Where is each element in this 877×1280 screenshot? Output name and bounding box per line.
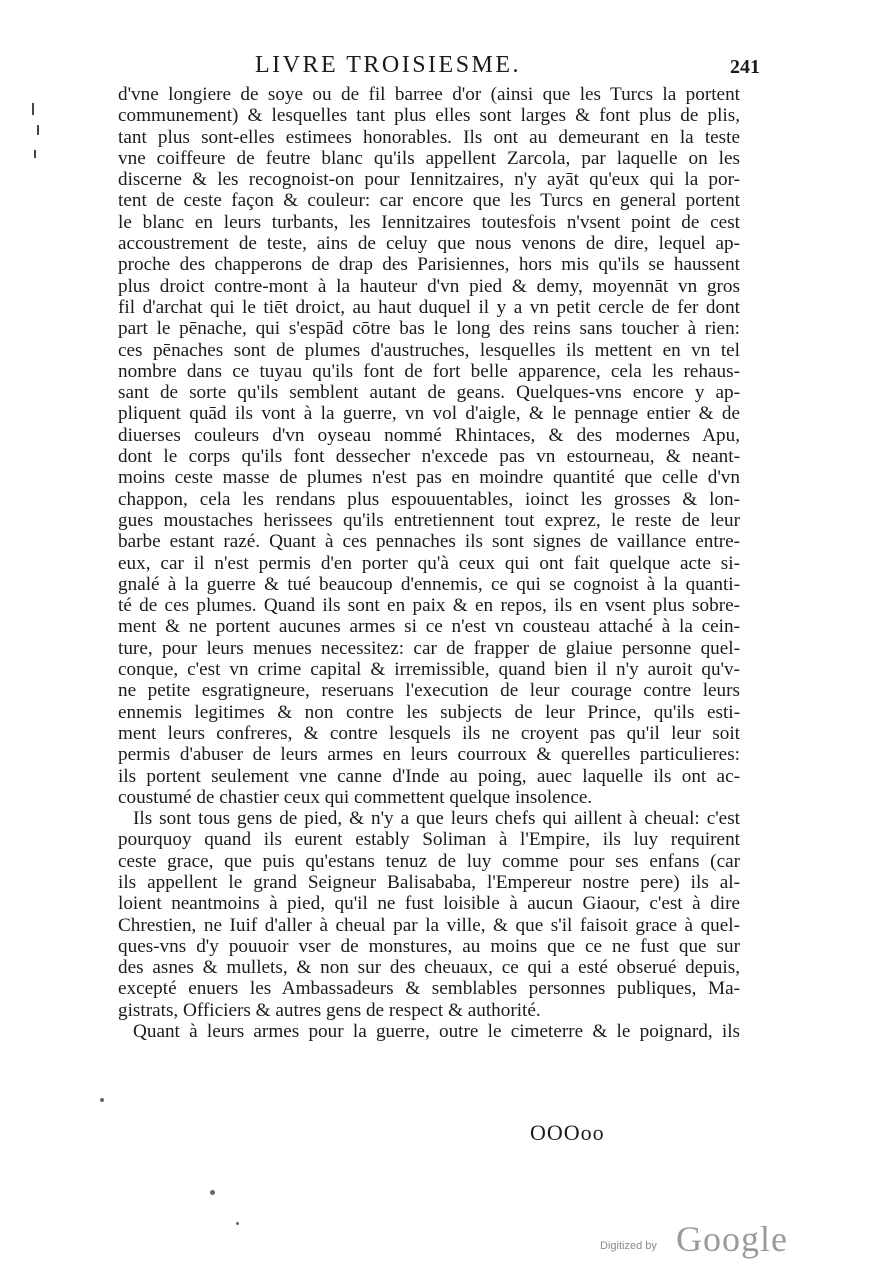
text-line: ment leurs confreres, & contre lesquels ils ne croyent pas qu'il leur soit — [118, 722, 740, 744]
text-line: gues moustaches herissees qu'ils entretiennent tout exprez, le reste de leur — [118, 509, 740, 531]
ink-speck — [236, 1222, 239, 1225]
text-line: conque, c'est vn crime capital & irremissible, quand bien il n'y auroit qu'v- — [118, 659, 740, 681]
text-line: ment & ne portent aucunes armes si ce n'est vn cousteau attaché à la cein- — [118, 616, 740, 638]
catchword: OOOoo — [530, 1120, 605, 1145]
text-line: le blanc en leurs turbants, les Iennitzaires toutesfois n'vsent point de cest — [118, 211, 740, 233]
watermark-logo-text: Google — [676, 1219, 788, 1259]
text-line: chappon, cela les rendans plus espouuentables, ioinct les grosses & lon- — [118, 488, 740, 510]
text-line: part le pēnache, qui s'espād cōtre bas le long des reins sans toucher à rien: — [118, 318, 740, 340]
text-line: barbe estant razé. Quant à ces pennaches ils sont signes de vaillance entre- — [118, 531, 740, 553]
digitization-watermark — [600, 1218, 800, 1266]
text-line: proche des chapperons de drap des Parisiennes, hors mis qu'ils se haussent — [118, 254, 740, 276]
text-line: plus droict contre-mont à la hauteur d'vn pied & demy, moyennāt vn gros — [118, 275, 740, 297]
text-line: té de ces plumes. Quand ils sont en paix & en repos, ils en vsent plus sobre- — [118, 595, 740, 617]
body-text — [118, 84, 740, 1042]
page-number: 241 — [730, 56, 760, 78]
text-line: vne coiffeure de feutre blanc qu'ils appellent Zarcola, par laquelle on les — [118, 147, 740, 169]
text-line: pourquoy quand ils eurent estably Soliman à l'Empire, ils luy requirent — [118, 829, 740, 851]
text-line: excepté enuers les Ambassadeurs & semblables personnes publiques, Ma- — [118, 978, 740, 1000]
text-line: accoustrement de teste, ains de celuy que nous venons de dire, lequel ap- — [118, 233, 740, 255]
text-line: diuerses couleurs d'vn oyseau nommé Rhintaces, & des modernes Apu, — [118, 424, 740, 446]
text-line: nombre dans ce tuyau qu'ils font de fort belle apparence, cela les rehaus- — [118, 360, 740, 382]
text-line: gnalé à la guerre & tué beaucoup d'ennemis, ce qui se cognoist à la quanti- — [118, 573, 740, 595]
ink-speck — [210, 1190, 215, 1195]
text-line: loient neantmoins à pied, qu'il ne fust loisible à aucun Giaour, c'est à dire — [118, 893, 740, 915]
text-line: des asnes & mullets, & non sur des cheuaux, ce qui a esté obserué depuis, — [118, 957, 740, 979]
text-line: fil d'archat qui le tiēt droict, au haut duquel il y a vn petit cercle de fer dont — [118, 296, 740, 318]
text-line: d'vne longiere de soye ou de fil barree d'or (ainsi que les Turcs la portent — [118, 84, 740, 105]
margin-marks — [30, 95, 46, 215]
text-line: tent de ceste façon & couleur: car encore que les Turcs en general portent — [118, 190, 740, 212]
text-line: ceste grace, que puis qu'estans tenuz de luy comme pour ses enfans (car — [118, 850, 740, 872]
text-line: moins ceste masse de plumes n'est pas en moindre quantité que celle d'vn — [118, 467, 740, 489]
paragraph-start-line: Ils sont tous gens de pied, & n'y a que leurs chefs qui aillent à cheual: c'est — [133, 808, 740, 830]
text-line: ils appellent le grand Seigneur Balisababa, l'Empereur nostre pere) ils al- — [118, 871, 740, 893]
text-line: ne petite esgratigneure, reseruans l'execution de leur courage contre leurs — [118, 680, 740, 702]
watermark-small-text: Digitized by — [600, 1240, 657, 1252]
text-line: ques-vns d'y pouuoir vser de monstures, au moins que ce ne fust que sur — [118, 935, 740, 957]
text-line: tant plus sont-elles estimees honorables. Ils ont au demeurant en la teste — [118, 126, 740, 148]
text-line: dont le corps qu'ils font dessecher n'excede pas vn estourneau, & neant- — [118, 446, 740, 468]
text-line: ces pēnaches sont de plumes d'austruches, lesquelles ils mettent en vn tel — [118, 339, 740, 361]
text-line: ils portent seulement vne canne d'Inde au poing, auec laquelle ils ont ac- — [118, 765, 740, 787]
text-line: pliquent quād ils vont à la guerre, vn vol d'aigle, & le pennage entier & de — [118, 403, 740, 425]
text-line: Chrestien, ne Iuif d'aller à cheual par la ville, & que s'il faisoit grace à quel- — [118, 914, 740, 936]
paragraph-start-line: Quant à leurs armes pour la guerre, outre le cimeterre & le poignard, ils — [133, 1021, 740, 1043]
paragraph-end-line: gistrats, Officiers & autres gens de respect & authorité. — [118, 999, 541, 1021]
text-line: permis d'abuser de leurs armes en leurs courroux & querelles particulieres: — [118, 744, 740, 766]
text-line: sant de sorte qu'ils semblent autant de geans. Quelques-vns encore y ap- — [118, 382, 740, 404]
text-line: ennemis legitimes & non contre les subjects de leur Prince, qu'ils esti- — [118, 701, 740, 723]
text-line: ture, pour leurs menues necessitez: car de frapper de glaiue personne quel- — [118, 637, 740, 659]
ink-speck — [100, 1098, 104, 1102]
page-header — [200, 52, 760, 82]
text-line: discerne & les recognoist-on pour Iennitzaires, n'y ayāt qu'eux qui la por- — [118, 169, 740, 191]
text-line: eux, car il n'est permis d'en porter qu'à ceux qui ont fait quelque acte si- — [118, 552, 740, 574]
paragraph-end-line: coustumé de chastier ceux qui commettent quelque insolence. — [118, 786, 593, 808]
running-title: LIVRE TROISIESME. — [255, 52, 522, 78]
text-line: communement) & lesquelles tant plus elles sont larges & font plus de plis, — [118, 105, 740, 127]
